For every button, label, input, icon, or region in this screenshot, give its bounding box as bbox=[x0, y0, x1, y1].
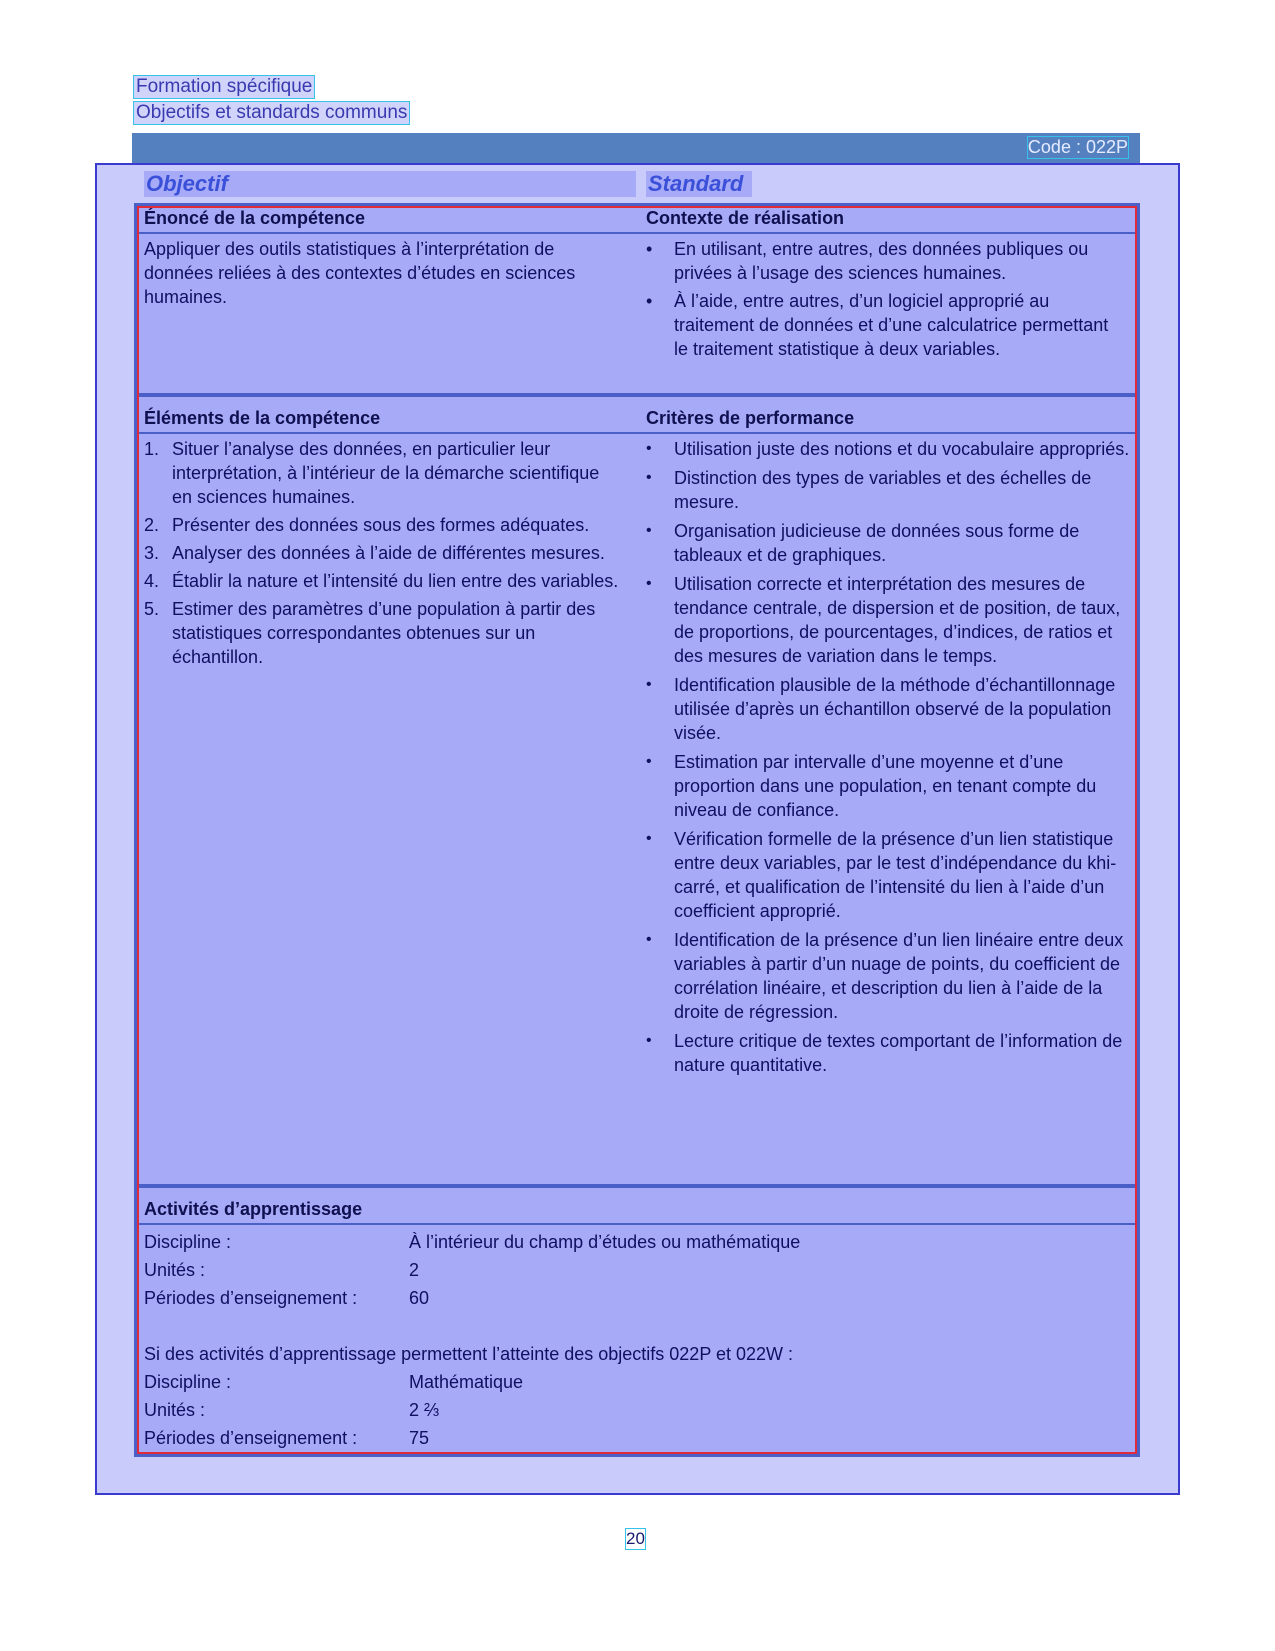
element-item: 4. Établir la nature et l’intensité du lien entre des variables. bbox=[144, 571, 619, 591]
standard-column-title: Standard bbox=[646, 171, 752, 197]
code-bar bbox=[132, 133, 1140, 163]
element-item: 3. Analyser des données à l’aide de différentes mesures. bbox=[144, 543, 605, 563]
condition-text: Si des activités d’apprentissage permettent l’atteinte des objectifs 022P et 022W : bbox=[144, 1344, 794, 1364]
periodes-row: Périodes d’enseignement : 75 bbox=[144, 1428, 430, 1448]
document-subsection-title: Objectifs et standards communs bbox=[136, 102, 408, 123]
activites-details bbox=[144, 1228, 1124, 1452]
critere-item: • Organisation judicieuse de données sous forme de tableaux et de graphiques. bbox=[646, 521, 1080, 565]
elements-list bbox=[144, 437, 624, 673]
enonce-heading: Énoncé de la compétence bbox=[144, 208, 366, 228]
criteres-list bbox=[646, 437, 1130, 1082]
contexte-heading: Contexte de réalisation bbox=[646, 208, 845, 228]
elements-heading: Éléments de la compétence bbox=[144, 408, 381, 428]
section-divider bbox=[137, 1184, 1137, 1188]
bullet-icon: • bbox=[646, 931, 652, 948]
element-item: 1. Situer l’analyse des données, en particulier leur interprétation, à l’intérieur de la démarche scientifique en sciences humaines. bbox=[144, 439, 600, 507]
element-item: 2. Présenter des données sous des formes adéquates. bbox=[144, 515, 590, 535]
contexte-list bbox=[646, 237, 1126, 365]
bullet-icon: • bbox=[646, 575, 652, 592]
bullet-icon: • bbox=[646, 830, 652, 847]
bullet-icon: • bbox=[646, 239, 653, 259]
unites-row: Unités : 2 ⅔ bbox=[144, 1400, 440, 1420]
contexte-item: • À l’aide, entre autres, d’un logiciel approprié au traitement de données et d’une calculatrice permettant le traitement statistique à deux variables. bbox=[646, 291, 1109, 359]
critere-item: • Distinction des types de variables et des échelles de mesure. bbox=[646, 468, 1092, 512]
bullet-icon: • bbox=[646, 676, 652, 693]
critere-item: • Estimation par intervalle d’une moyenne et d’une proportion dans une population, en tenant compte du niveau de confiance. bbox=[646, 752, 1097, 820]
critere-item: • Identification plausible de la méthode d’échantillonnage utilisée d’après un échantillon observé de la population visée. bbox=[646, 675, 1116, 743]
activites-heading: Activités d’apprentissage bbox=[144, 1199, 363, 1219]
criteres-heading: Critères de performance bbox=[646, 408, 855, 428]
bullet-icon: • bbox=[646, 1032, 652, 1049]
bullet-icon: • bbox=[646, 522, 652, 539]
bullet-icon: • bbox=[646, 753, 652, 770]
divider bbox=[137, 232, 1137, 234]
objective-code: Code : 022P bbox=[1027, 137, 1128, 157]
divider bbox=[137, 432, 1137, 434]
bullet-icon: • bbox=[646, 440, 652, 457]
unites-row: Unités : 2 bbox=[144, 1260, 420, 1280]
discipline-row: Discipline : Mathématique bbox=[144, 1372, 524, 1392]
critere-item: • Identification de la présence d’un lien linéaire entre deux variables à partir d’un nuage de points, du coefficient de corrélation linéaire, et description du lien à l’aide de la droite de régression. bbox=[646, 930, 1124, 1022]
critere-item: • Vérification formelle de la présence d’un lien statistique entre deux variables, par le test d’indépendance du khi-carré, et qualification de l’intensité du lien à l’aide d’un coefficient approprié. bbox=[646, 829, 1117, 921]
contexte-item: • En utilisant, entre autres, des données publiques ou privées à l’usage des sciences humaines. bbox=[646, 239, 1089, 283]
bullet-icon: • bbox=[646, 291, 653, 311]
document-section-title: Formation spécifique bbox=[136, 76, 313, 97]
divider bbox=[137, 1223, 1137, 1225]
objectif-column-title: Objectif bbox=[144, 171, 636, 197]
critere-item: • Utilisation correcte et interprétation des mesures de tendance centrale, de dispersion et de position, de taux, de proportions, de pourcentages, d’indices, de ratios et des mesures de variation dans le temps. bbox=[646, 574, 1121, 666]
element-item: 5. Estimer des paramètres d’une population à partir des statistiques correspondantes obtenues sur un échantillon. bbox=[144, 599, 596, 667]
critere-item: • Lecture critique de textes comportant de l’information de nature quantitative. bbox=[646, 1031, 1123, 1075]
periodes-row: Périodes d’enseignement : 60 bbox=[144, 1288, 430, 1308]
page-number: 20 bbox=[626, 1529, 645, 1548]
critere-item: • Utilisation juste des notions et du vocabulaire appropriés. bbox=[646, 439, 1130, 459]
enonce-text: Appliquer des outils statistiques à l’interprétation de données reliées à des contextes d’études en sciences humaines. bbox=[144, 239, 576, 307]
section-divider bbox=[137, 393, 1137, 397]
discipline-row: Discipline : À l’intérieur du champ d’études ou mathématique bbox=[144, 1232, 801, 1252]
bullet-icon: • bbox=[646, 469, 652, 486]
